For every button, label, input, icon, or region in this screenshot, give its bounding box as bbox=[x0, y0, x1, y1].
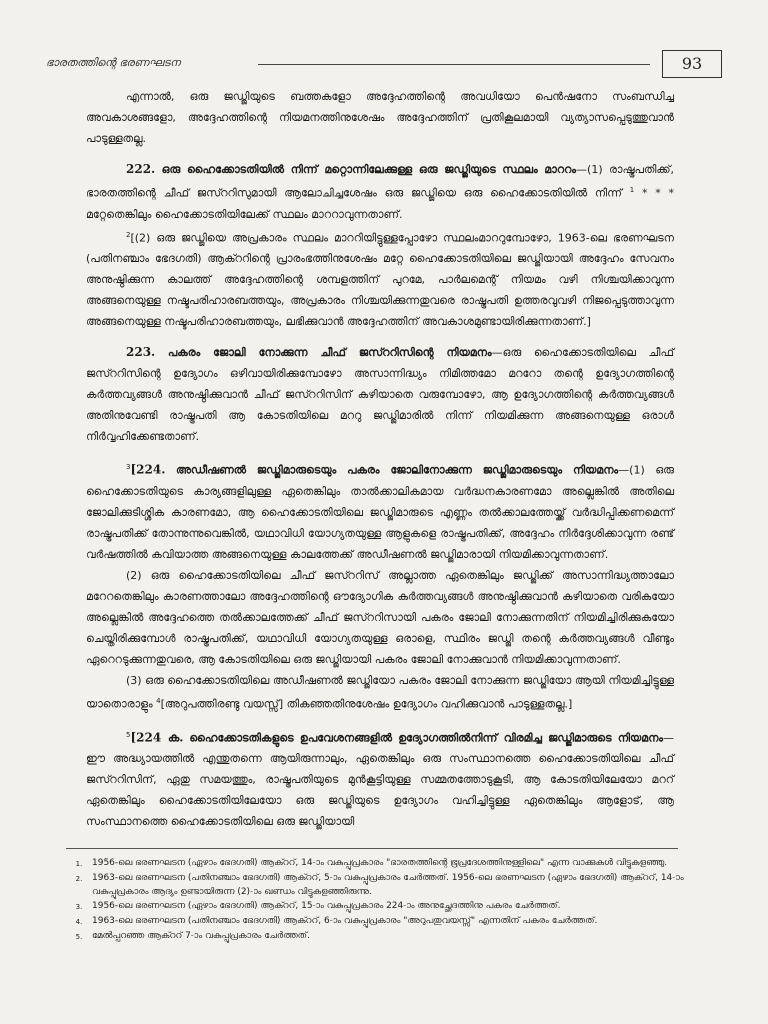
article-text: —ഈ അദ്ധ്യായത്തിൽ എന്തുതന്നെ ആയിരുന്നാലും, ഏതെങ്കിലും ഒരു സംസ്ഥാനത്തെ ഹൈക്കോടതിയിലെ ചീഫ് ജസ്ററിസിന്, ഏതു സമയത്തും, രാഷ്ട്രപതിയുടെ മുൻകൂട്ടിയുള്ള സമ്മതത്തോടുകൂടി, ആ കോടതിയിലേയോ മററ് ഏതെങ്കിലും ഹൈക്കോടതിയിലേയോ ഒരു ജഡ്ജിയുടെ ഉദ്യോഗം വഹിച്ചിട്ടുള്ള ഏതെങ്കിലും ആളോട്, ആ സംസ്ഥാനത്തെ ഹൈക്കോടതിയിലെ ഒരു ജഡ്ജിയായി bbox=[86, 731, 675, 829]
article-number: [224. bbox=[130, 462, 166, 477]
clause-text: [(2) ഒരു ജഡ്ജിയെ അപ്രകാരം സ്ഥലം മാററിയിട്ടുള്ളപ്പോഴോ സ്ഥലംമാററുമ്പോഴോ, 1963-ലെ ഭരണഘടന (പതിനഞ്ചാം ഭേദഗതി) ആക്ററിന്റെ പ്രാരംഭത്തിനുശേഷം മറ്റേ ഹൈക്കോടതിയിലെ ജഡ്ജിയായി അദ്ദേഹം സേവനം അനുഷ്ഠിക്കുന്ന കാലത്ത് അദ്ദേഹത്തിന്റെ ശമ്പളത്തിന് പുറമേ, പാർലമെന്റ് നിയമം വഴി നിശ്ചയിക്കാവുന്ന അങ്ങനെയുള്ള നഷ്ടപരിഹാരബത്തയും, അപ്രകാരം നിശ്ചയിക്കുന്നതുവരെ രാഷ്ട്രപതി ഉത്തരവുവഴി നിജപ്പെടുത്താവുന്ന അങ്ങനെയുള്ള നഷ്ടപരിഹാരബത്തയും, ലഭിക്കുവാൻ അദ്ദേഹത്തിന് അവകാശമുണ്ടായിരിക്കുന്നതാണ്.] bbox=[86, 231, 674, 329]
article-224-clause-2: (2) ഒരു ഹൈക്കോടതിയിലെ ചീഫ് ജസ്ററിസ് അല്ലാത്ത ഏതെങ്കിലും ജഡ്ജിക്ക് അസാന്നിദ്ധ്യത്താലോ മറേറതെങ്കിലും കാരണത്താലോ അദ്ദേഹത്തിന്റെ ഔദ്യോഗിക കർത്തവ്യങ്ങൾ അനുഷ്ഠിക്കുവാൻ കഴിയാതെ വരികയോ അല്ലെങ്കിൽ അദ്ദേഹത്തെ തൽക്കാലത്തേക്ക് ചീഫ് ജസ്ററിസായി പകരം ജോലി നോക്കുന്നതിന് നിയമിച്ചിരിക്കുകയോ ചെയ്തിരിക്കുമ്പോൾ രാഷ്ട്രപതിക്ക്, യഥാവിധി യോഗ്യതയുള്ള ഒരാളെ, സ്ഥിരം ജഡ്ജി തന്റെ കർത്തവ്യങ്ങൾ വീണ്ടും ഏറെറടുക്കുന്നതുവരെ, ആ കോടതിയിലെ ഒരു ജഡ്ജിയായി പകരം ജോലി നോക്കുവാൻ നിയമിക്കാവുന്നതാണ്. bbox=[86, 568, 674, 666]
article-222 bbox=[86, 159, 674, 225]
article-text: മറ്റേതെങ്കിലും ഹൈക്കോടതിയിലേക്ക് സ്ഥലം മാററാവുന്നതാണ്. bbox=[86, 207, 403, 221]
article-text: —ഒരു ഹൈക്കോടതിയിലെ ചീഫ് ജസ്ററിസിന്റെ ഉദ്യോഗം ഒഴിവായിരിക്കുമ്പോഴോ അസാന്നിദ്ധ്യം നിമിത്തമോ മററോ തന്റെ ഉദ്യോഗത്തിന്റെ കർത്തവ്യങ്ങൾ അനുഷ്ഠിക്കുവാൻ ചീഫ് ജസ്ററിസിന് കഴിയാതെ വരുമ്പോഴോ, ആ ഉദ്യോഗത്തിന്റെ കർത്തവ്യങ്ങൾ അതിനുവേണ്ടി രാഷ്ട്രപതി ആ കോടതിയിലെ മററു ജഡ്ജിമാരിൽ നിന്ന് നിയമിക്കുന്ന അങ്ങനെയുള്ള ഒരാൾ നിർവ്വഹിക്കേണ്ടതാണ്. bbox=[86, 346, 675, 444]
footnote-ref: 4 bbox=[156, 696, 161, 705]
main-content bbox=[86, 86, 674, 832]
article-222-clause-2 bbox=[86, 225, 674, 333]
article-text: —(1) ഒരു ഹൈക്കോടതിയുടെ കാര്യങ്ങളിലുള്ള ഏതെങ്കിലും താൽക്കാലികമായ വർദ്ധനകാരണമോ അല്ലെങ്കിൽ അതിലെ ജോലിക്കുടിശ്ശിക കാരണമോ, ആ ഹൈക്കോടതിയിലെ ജഡ്ജിമാരുടെ എണ്ണം തൽക്കാലത്തേയ്ക്ക് വർദ്ധിപ്പിക്കണമെന്ന് രാഷ്ട്രപതിക്ക് തോന്നുന്നുവെങ്കിൽ, യഥാവിധി യോഗ്യതയുള്ള ആളുകളെ രാഷ്ട്രപതിക്ക്, അദ്ദേഹം നിർദ്ദേശിക്കാവുന്ന രണ്ട് വർഷത്തിൽ കവിയാത്ത അങ്ങനെയുള്ള കാലത്തേക്ക് അഡീഷണൽ ജഡ്ജിമാരായി നിയമിക്കാവുന്നതാണ്. bbox=[86, 463, 674, 561]
footnote-item bbox=[66, 899, 686, 914]
clause-text: (3) ഒരു ഹൈക്കോടതിയിലെ അഡീഷണൽ ജഡ്ജിയോ പകരം ജോലി നോക്കുന്ന ജഡ്ജിയോ ആയി നിയമിച്ചിട്ടുള്ള യാതൊരാളും bbox=[86, 673, 674, 711]
article-224 bbox=[86, 457, 674, 565]
footnote-item bbox=[66, 856, 686, 871]
footnote-text: മേൽപ്പറഞ്ഞ ആക്ററ് 7-ാം വകുപ്പുപ്രകാരം ചേർത്തത്. bbox=[92, 931, 310, 941]
article-224a bbox=[86, 725, 674, 833]
footnote-item bbox=[66, 914, 686, 929]
article-number: 223. bbox=[126, 345, 156, 360]
footnote-mark: 2. bbox=[75, 875, 83, 883]
article-heading: ഒരു ഹൈക്കോടതിയിൽ നിന്ന് മറ്റൊന്നിലേക്കുള്ള ഒരു ജഡ്ജിയുടെ സ്ഥലം മാററം bbox=[161, 163, 577, 176]
footnote-mark: 5. bbox=[75, 933, 83, 941]
footnote-mark: 4. bbox=[75, 918, 83, 926]
article-223 bbox=[86, 342, 674, 447]
clause-text: [അറുപത്തിരണ്ടു വയസ്സ്] തികഞ്ഞതിനുശേഷം ഉദ്യോഗം വഹിക്കുവാൻ പാടുള്ളതല്ല.] bbox=[160, 697, 573, 711]
article-number: [224 ക. bbox=[130, 730, 184, 745]
article-heading: അഡീഷണൽ ജഡ്ജിമാരുടെയും പകരം ജോലിനോക്കുന്ന ജഡ്ജിമാരുടെയും നിയമനം bbox=[175, 463, 619, 477]
footnote-item bbox=[66, 871, 686, 899]
article-224-clause-3 bbox=[86, 670, 674, 715]
article-number: 222. bbox=[126, 162, 156, 176]
footnote-text: 1956-ലെ ഭരണഘടന (ഏഴാം ഭേദഗതി) ആക്ററ്, 14-ാം വകുപ്പുപ്രകാരം "ഭാരതത്തിന്റെ ഭൂപ്രദേശത്തിനുള്ളിലെ" എന്ന വാക്കുകൾ വിട്ടുകളഞ്ഞു. bbox=[92, 858, 668, 868]
footnote-ref: 5 bbox=[126, 730, 131, 739]
header-rule bbox=[258, 64, 650, 65]
footnote-mark: 3. bbox=[75, 903, 83, 911]
footnote-text: 1963-ലെ ഭരണഘടന (പതിനഞ്ചാം ഭേദഗതി) ആക്ററ്, 6-ാം വകുപ്പുപ്രകാരം "അറുപതുവയസ്സ്" എന്നതിന് പകരം ചേർത്തത്. bbox=[92, 916, 598, 926]
footnote-mark: 1. bbox=[75, 860, 83, 868]
article-text: —(1) രാഷ്ട്രപതിക്ക്, ഭാരതത്തിന്റെ ചീഫ് ജസ്ററിസുമായി ആലോചിച്ചശേഷം ഒരു ജഡ്ജിയെ ഒരു ഹൈക്കോടതിയിൽ നിന്ന് bbox=[86, 163, 674, 200]
footnote-item bbox=[66, 929, 686, 944]
running-header bbox=[46, 50, 722, 78]
paragraph-intro: എന്നാൽ, ഒരു ജഡ്ജിയുടെ ബത്തകളോ അദ്ദേഹത്തിന്റെ അവധിയോ പെൻഷനോ സംബന്ധിച്ച അവകാശങ്ങളോ, അദ്ദേഹത്തിന്റെ നിയമനത്തിനുശേഷം അദ്ദേഹത്തിന് പ്രതികൂലമായി വ്യത്യാസപ്പെടുത്തുവാൻ പാടുള്ളതല്ല. bbox=[86, 90, 674, 145]
footnote-text: 1956-ലെ ഭരണഘടന (ഏഴാം ഭേദഗതി) ആക്ററ്, 15-ാം വകുപ്പുപ്രകാരം 224-ാം അനുച്ഛേദത്തിനു പകരം ചേർത്തത്. bbox=[92, 901, 561, 911]
footnote-text: 1963-ലെ ഭരണഘടന (പതിനഞ്ചാം ഭേദഗതി) ആക്ററ്, 5-ാം വകുപ്പുപ്രകാരം ചേർത്തത്. 1956-ലെ ഭരണഘടന (ഏഴാം ഭേദഗതി) ആക്ററ്, 14-ാം വകുപ്പുപ്രകാരം ആദ്യം ഉണ്ടായിരുന്ന (2)-ാം ഖണ്ഡം വിട്ടുകളഞ്ഞിരുന്നു. bbox=[92, 873, 684, 897]
article-heading: ഹൈക്കോടതികളുടെ ഉപവേശനങ്ങളിൽ ഉദ്യോഗത്തിൽനിന്ന് വിരമിച്ച ജഡ്ജിമാരുടെ നിയമനം bbox=[189, 731, 664, 745]
footnote-ref: 3 bbox=[126, 463, 131, 472]
footnote-ref: 2 bbox=[126, 230, 131, 239]
footnote-ref: 1 bbox=[629, 186, 635, 194]
footnote-divider bbox=[66, 848, 678, 849]
header-title: ഭാരതത്തിന്റെ ഭരണഘടന bbox=[46, 56, 181, 69]
footnotes bbox=[66, 856, 686, 944]
page-number: 93 bbox=[662, 50, 722, 78]
article-heading: പകരം ജോലി നോക്കുന്ന ചീഫ് ജസ്ററിസിന്റെ നിയമനം bbox=[167, 346, 492, 360]
omission-mark: * * * bbox=[634, 186, 675, 200]
